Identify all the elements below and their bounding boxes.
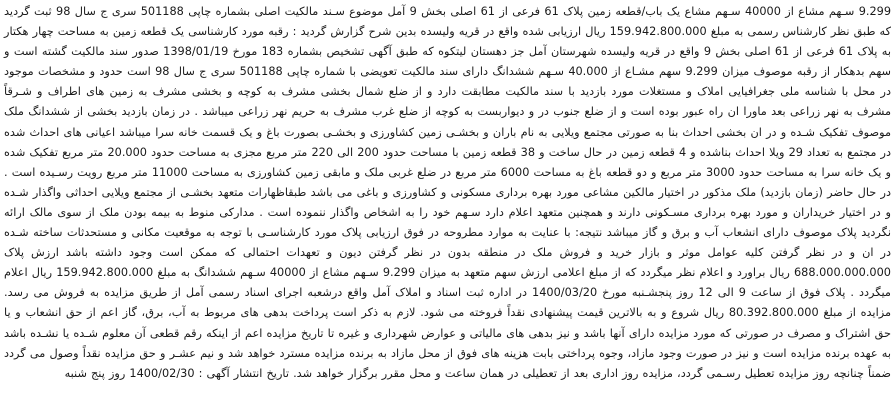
auction-notice-text: 9.299 سـهم مشاع از 40000 سـهم مشاع یک باب/قطعه زمین پلاک 61 فرعی از 61 اصلی بخش 9 آمل موضوع سـند مالکیت اصلی بشماره چاپی 501188 سری ج سال 98 ثبت گردید که طبق نظر کارشناس رسمی به مبلغ 159.942.800.000 ریال ارزیابی شده واقع در قریه ولیسده بدین شرح گزارش گردید : رقبه مورد کارشناسی یک قطعه زمین به مساحت چهار هکتار به پلاک 61 فرعی از 61 اصلی بخش 9 واقع در قریه ولیسده شهرستان آمل جز دهستان لیتکوه که طبق آگهی تشخیص بشماره 183 مورخ 1398/01/19 صدور سند مالکیت گشته است و سهم بدهکار از رقبه موصوف میزان 9.299 سهم مشـاع از 40.000 سـهم ششدانگ دارای سند مالکیت تعویضی با شماره چاپی 501188 سری ج سال 98 است حدود و مشخصات موجود در محل با شناسه ملی جغرافیایی املاک و مستغلات مورد بازدید با سند مالکیت مطابقت دارد و از ضلع شمال بخشی مشرف به کوچه و بخشی مشرف به زمین های اطراف و شـرقاً مشرف به نهر زراعی بعد ماورا ان راه عبور بوده است و از ضلع جنوب در و دیواربست به کوچه از ضلع غرب مشرف به حریم نهر زراعی میباشد . در زمان بازدید بخشی از ششدانگ ملک موصوف تفکیک شـده و در ان بخشی احداث بنا به صورتی مجتمع ویلایی به نام باران و بخشـی زمین کشاورزی و بخشـی بصورت باغ و یک قسمت خانه سرا میباشد اعیانی های احداث شده در مجتمع به تعداد 29 ویلا احداث بناشده و 4 قطعه زمین در حال ساخت و 38 قطعه زمین با مساحت حدود 200 الی 220 متر مربع مجزی به مساحت حدود 20.000 متر مربع تفکیک شده و یک خانه سرا به مساحت حدود 3000 متر مربع و دو قطعه باغ به مساحت 6000 متر مربع در ضلع غربی ملک و مابقی زمین کشاورزی به مساحت 11000 متر مربع رویت رسـیده است . در حال حاضر (زمان بازدید) ملک مذکور در اختیار مالکین مشاعی مورد بهره برداری مسکونی و کشاورزی و باغی می باشد طبقاظهارات متعهد بخشـی از مجتمع ویلایی احداثی واگذار شـده و در اختیار خریداران و مورد بهره برداری مسـکونی دارند و همچنین متعهد اعلام دارد سـهم خود را به اشخاص واگذار ننموده است . مدارکی منوط به بیمه بودن ملک از سوی مالک ارائه نگردید پلاک موصوف دارای انشعاب آب و برق و گاز میباشد نتیجه: با عنایت به موارد مطروحه در فوق ارزیابی پلاک مورد کارشناسـی با توجه به موقعیت مکانی و مستحدثات ساخته شـده در ان و در نظر گرفتن کلیه عوامل موثر و بازار خرید و فروش ملک در منطقه بدون در نظر گرفتن دیون و تعهدات احتمالی که ممکن است وجود داشته باشد ارزش پلاک 688.000.000.000 ریال براورد و اعلام نظر میگردد که از مبلغ اعلامی ارزش سهم متعهد به میزان 9.299 سـهم مشاع از 40000 سـهم ششدانگ به مبلغ 159.942.800.000 ریال اعلام میگردد . پلاک فوق از ساعت 9 الی 12 روز پنجشـنبه مورخ 1400/03/20 در اداره ثبت اسناد و املاک آمل واقع درشعبه اجرای اسناد رسمی آمل از طریق مزایده به فروش می رسد. مزایده از مبلغ 80.392.800.000 ریال شروع و به بالاترین قیمت پیشنهادی نقداً فروخته می شود. لازم به ذکر است پرداخت بدهی های مربوط به آب، برق، گاز اعم از حق انشعاب و یا حق اشتراک و مصرف در صورتی که مورد مزایده دارای آنها باشد و نیز بدهی های مالیاتی و عوارض شهرداری و غیره تا تاریخ مزایده اعم از اینکه رقم قطعی آن معلوم شـده یا نشـده باشد به عهده برنده مزایده است و نیز در صورت وجود مازاد، وجوه پرداختی بابت هزینه های فوق از محل مازاد به برنده مزایده مسترد خواهد شد و نیم عشـر و حق مزایده نقداً وصول می گردد ضمناً چنانچه روز مزایده تعطیل رسـمی گردد، مزایده روز اداری بعد از تعطیلی در همان ساعت و محل مقرر برگزار خواهد شد. تاریخ انتشار آگهی : 1400/02/30 روز پنج شنبه [4, 5, 892, 380]
